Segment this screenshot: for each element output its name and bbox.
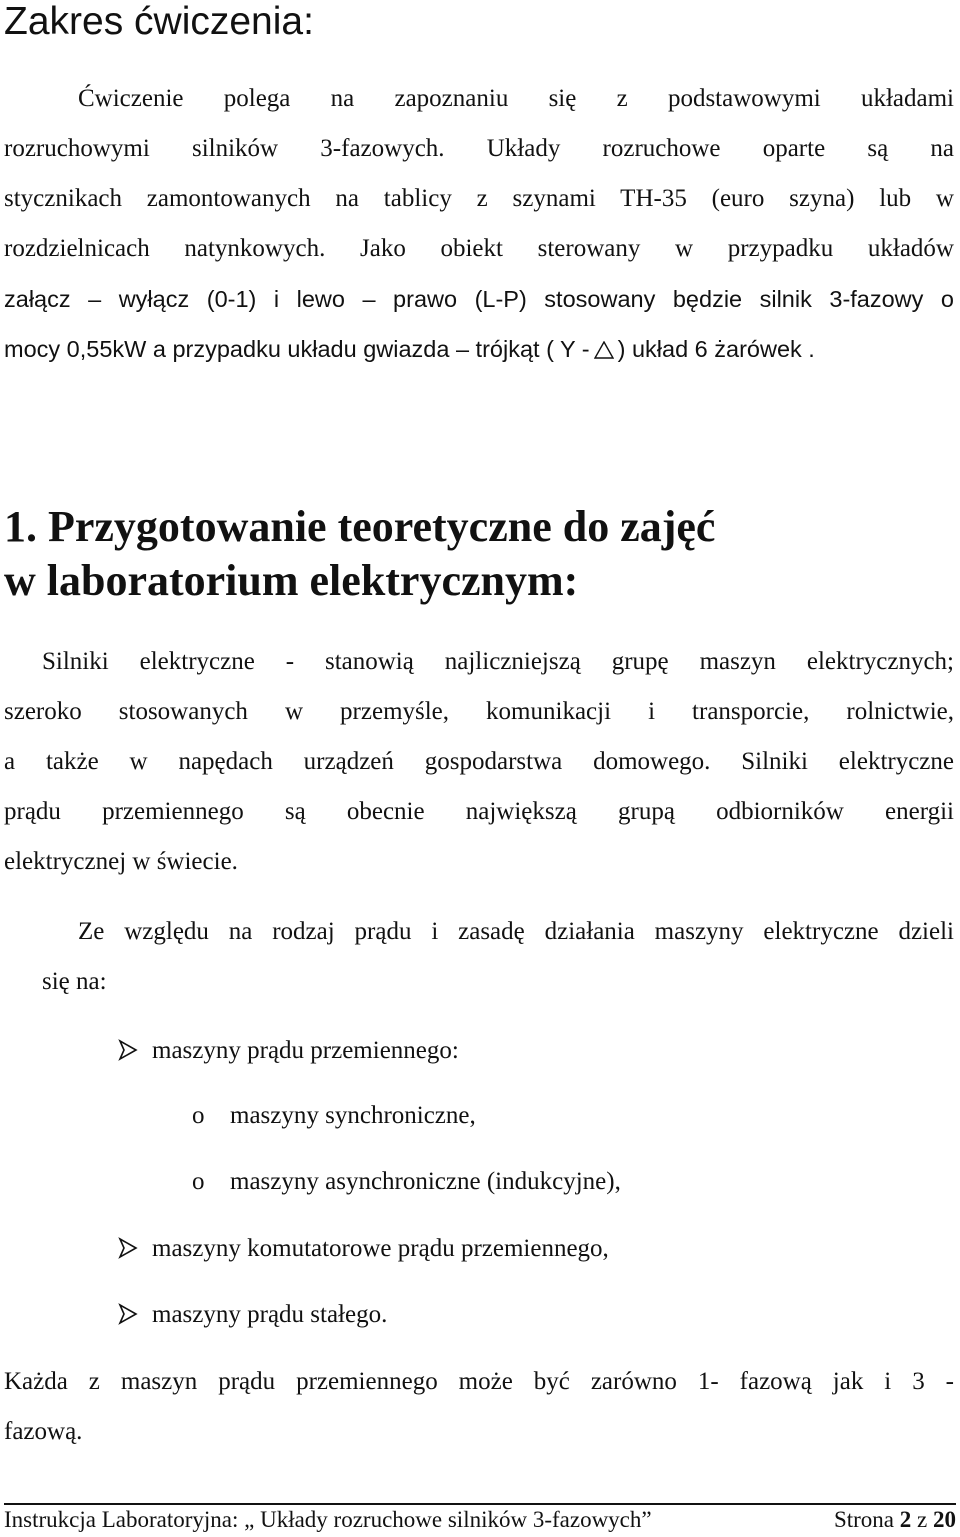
page-heading: Zakres ćwiczenia: [4, 0, 314, 43]
intro-paragraph [4, 74, 954, 374]
arrowhead-bullet-icon [118, 1039, 138, 1061]
body-line: szeroko stosowanych w przemyśle, komunikacji i transporcie, rolnictwie, [4, 698, 954, 725]
list-item-text: maszyny komutatorowe prądu przemiennego, [152, 1235, 609, 1262]
body-line: prądu przemiennego są obecnie największą grupą odbiorników energii [4, 798, 954, 825]
section-title [4, 500, 715, 608]
section-title-line: w laboratorium elektrycznym: [4, 556, 579, 605]
arrowhead-bullet-icon [118, 1303, 138, 1325]
list-subitem-text: maszyny asynchroniczne (indukcyjne), [230, 1168, 621, 1195]
arrowhead-bullet-icon [118, 1237, 138, 1259]
list-subitem [192, 1165, 621, 1199]
triangle-icon [594, 341, 614, 359]
intro-line: rozruchowymi silników 3-fazowych. Układy rozruchowe oparte są na [4, 135, 954, 162]
circle-bullet: o [192, 1102, 205, 1129]
list-item [118, 1232, 609, 1266]
intro-line-text: rozdzielnicach natynkowych. Jako obiekt sterowany w przypadku układów [4, 235, 954, 262]
body-paragraph [4, 637, 954, 887]
page-number-current: 2 [899, 1507, 912, 1532]
intro-line-text: ) układ 6 żarówek . [617, 336, 815, 362]
body-line: się na: [42, 968, 107, 995]
list-item-text: maszyny prądu stałego. [152, 1301, 388, 1328]
body-paragraph [4, 907, 954, 1007]
body-line: a także w napędach urządzeń gospodarstwa domowego. Silniki elektryczne [4, 748, 954, 775]
list-item-text: maszyny prądu przemiennego: [152, 1037, 459, 1064]
intro-line: stycznikach zamontowanych na tablicy z szynami TH-35 (euro szyna) lub w [4, 185, 954, 212]
page-number [834, 1505, 956, 1535]
list-subitem [192, 1099, 476, 1133]
intro-line: załącz – wyłącz (0-1) i lewo – prawo (L-P) stosowany będzie silnik 3-fazowy o [4, 286, 954, 312]
closing-line: fazową. [4, 1418, 83, 1445]
intro-line: Ćwiczenie polega na zapoznaniu się z podstawowymi układami [78, 85, 954, 112]
page-number-total: 20 [933, 1507, 956, 1532]
body-line: Ze względu na rodzaj prądu i zasadę działania maszyny elektryczne dzieli [78, 918, 954, 945]
intro-line-text: mocy 0,55kW a przypadku układu gwiazda – trójkąt ( Y - [4, 336, 590, 362]
list-item [118, 1034, 459, 1068]
footer-title: Instrukcja Laboratoryjna: „ Układy rozruchowe silników 3-fazowych” [4, 1507, 652, 1532]
closing-paragraph [4, 1357, 954, 1457]
page-number-sep: z [917, 1507, 928, 1532]
list-item [118, 1298, 387, 1332]
list-subitem-text: maszyny synchroniczne, [230, 1102, 476, 1129]
intro-line [4, 324, 954, 374]
section-title-line: 1. Przygotowanie teoretyczne do zajęć [4, 502, 716, 551]
body-line: Silniki elektryczne - stanowią najliczniejszą grupę maszyn elektrycznych; [42, 648, 954, 675]
body-line: elektrycznej w świecie. [4, 848, 238, 875]
page-number-prefix: Strona [833, 1507, 895, 1532]
circle-bullet: o [192, 1168, 205, 1195]
closing-line: Każda z maszyn prądu przemiennego może być zarówno 1- fazową jak i 3 - [4, 1368, 954, 1395]
intro-line [4, 224, 954, 274]
